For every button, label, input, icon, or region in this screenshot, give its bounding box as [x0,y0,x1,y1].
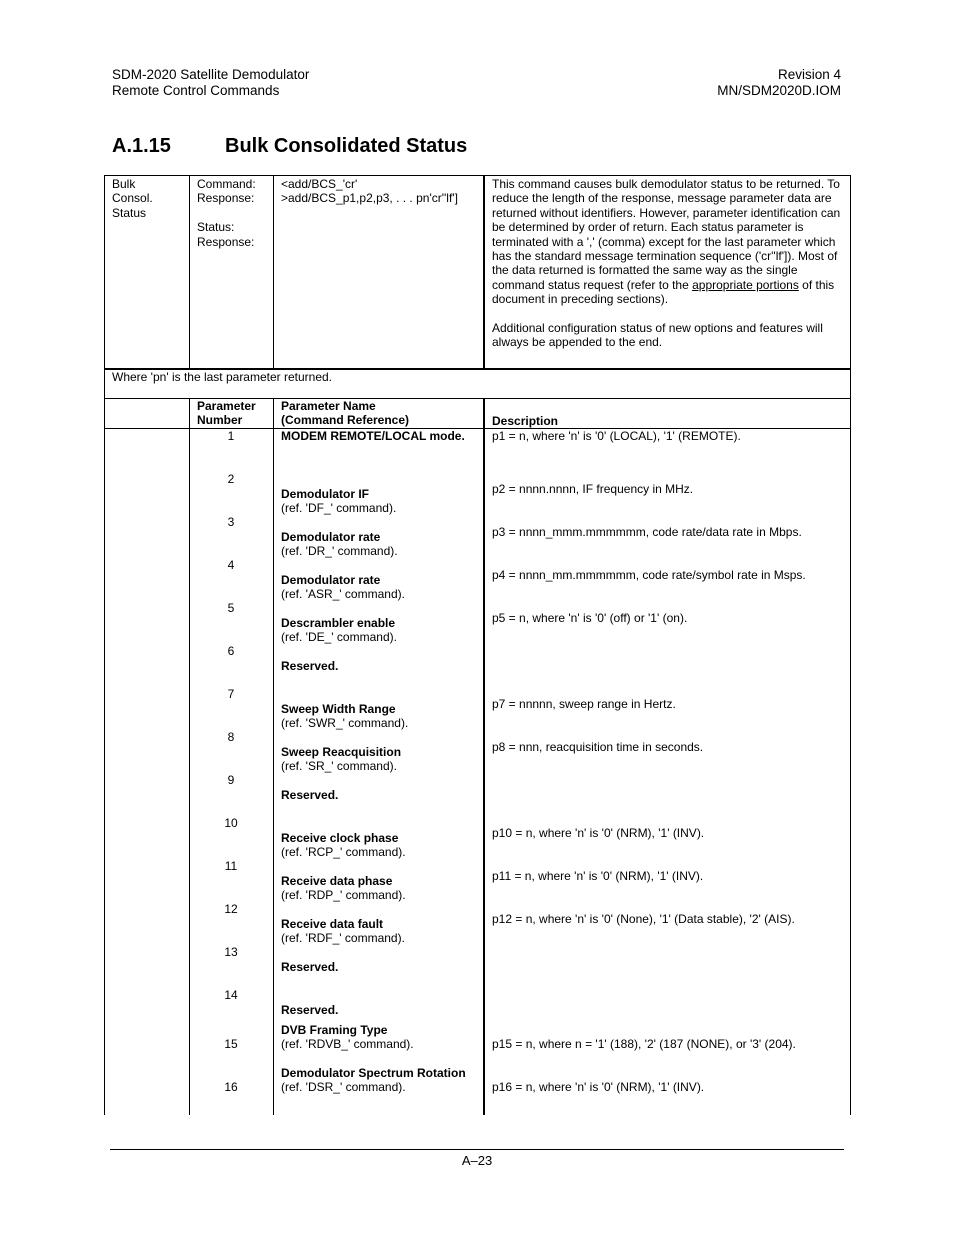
col-header-param-name: Parameter Name (Command Reference) [281,399,410,428]
param-number: 3 [227,515,235,529]
param-description: p16 = n, where 'n' is '0' (NRM), '1' (INV). [492,1080,705,1094]
param-name-cell [281,745,401,774]
param-description: p10 = n, where 'n' is '0' (NRM), '1' (INV). [492,826,705,840]
section-title: Bulk Consolidated Status [225,135,468,157]
param-command-ref: (ref. 'DE_' command). [281,630,397,645]
command-description-note: Additional configuration status of new options and features will always be appended to the end. [492,320,823,350]
param-description: p7 = nnnnn, sweep range in Hertz. [492,697,676,711]
param-name-cell [281,487,396,516]
param-name: Receive clock phase [281,831,399,845]
param-description: p12 = n, where 'n' is '0' (None), '1' (Data stable), '2' (AIS). [492,912,795,926]
param-command-ref: (ref. 'RDVB_' command). [281,1037,414,1052]
param-name-cell [281,1023,414,1052]
param-number: 15 [224,1037,238,1051]
col-divider [273,398,274,1115]
param-number: 16 [224,1080,238,1094]
col-divider [483,398,485,1115]
section-heading [112,135,467,158]
param-description: p15 = n, where n = '1' (188), '2' (187 (NONE), or '3' (204). [492,1037,796,1051]
param-name-cell [281,429,465,443]
param-name: Sweep Width Range [281,702,396,716]
param-command-ref: (ref. 'SWR_' command). [281,716,409,731]
param-number: 9 [227,773,235,787]
param-number: 14 [224,988,238,1002]
param-name: Demodulator rate [281,530,381,544]
pn-note: Where 'pn' is the last parameter returned. [112,370,333,384]
param-name: Reserved. [281,1003,339,1017]
param-number: 6 [227,644,235,658]
param-number: 1 [227,429,235,443]
param-number: 7 [227,687,235,701]
param-number: 4 [227,558,235,572]
col-header-description: Description [492,414,559,428]
param-name-cell [281,573,405,602]
param-name-cell [281,874,406,903]
table-left-border [104,175,105,1115]
param-name: Reserved. [281,960,339,974]
param-name: Demodulator Spectrum Rotation [281,1066,466,1080]
param-name-cell [281,831,406,860]
param-name-cell [281,917,405,946]
param-description: p11 = n, where 'n' is '0' (NRM), '1' (INV). [492,869,704,883]
param-name: Receive data phase [281,874,393,888]
footer-rule [110,1149,844,1150]
doc-subtitle: Remote Control Commands [112,83,280,98]
param-command-ref: (ref. 'DF_' command). [281,501,397,516]
col-divider [189,175,190,369]
command-description: This command causes bulk demodulator status to be returned. To reduce the length of the response, message parameter data are returned without identifiers. However, parameter identification can be determined by order of return. Each status parameter is terminated with a ',' (comma) except for the last parameter which has the standard message termination sequence ('cr''lf']). Most of the data returned is formatted the same way as the single command status request (refer to the appropriate portions of this document in preceding sections). Additional configuration status of new options and features will always be appended to the end. [492,177,846,349]
param-number: 5 [227,601,235,615]
param-command-ref: (ref. 'DSR_' command). [281,1080,406,1095]
param-name-cell [281,616,397,645]
param-number: 11 [224,859,238,873]
command-name: Bulk Consol. Status [112,177,153,220]
param-description: p5 = n, where 'n' is '0' (off) or '1' (on). [492,611,688,625]
col-divider [483,175,485,369]
param-number: 13 [224,945,238,959]
param-name: Receive data fault [281,917,384,931]
param-description: p1 = n, where 'n' is '0' (LOCAL), '1' (REMOTE). [492,429,741,443]
col-divider [273,175,274,369]
param-name: Sweep Reacquisition [281,745,402,759]
param-name: DVB Framing Type [281,1023,388,1037]
page-number: A–23 [461,1153,493,1168]
param-name-cell [281,960,338,974]
col-header-param-number: Parameter Number [197,399,256,428]
param-command-ref: (ref. 'DR_' command). [281,544,398,559]
appropriate-portions-link[interactable]: appropriate portions [692,277,799,292]
param-command-ref: (ref. 'RCP_' command). [281,845,406,860]
section-number: A.1.15 [112,135,171,157]
param-command-ref: (ref. 'RDP_' command). [281,888,406,903]
command-labels: Command: Response: Status: Response: [197,177,256,249]
param-name: Descrambler enable [281,616,396,630]
param-number: 10 [224,816,238,830]
param-name-cell [281,1066,466,1095]
doc-title: SDM-2020 Satellite Demodulator [112,67,310,82]
page-header-left [112,67,309,99]
param-number: 12 [224,902,238,916]
param-name-cell [281,788,338,802]
command-table [104,175,851,1115]
doc-id: MN/SDM2020D.IOM [717,83,841,98]
param-description: p4 = nnnn_mm.mmmmmm, code rate/symbol rate in Msps. [492,568,806,582]
table-right-border [850,175,851,1115]
param-name: MODEM REMOTE/LOCAL mode. [281,429,465,443]
param-name-cell [281,702,408,731]
param-name-cell [281,1003,338,1017]
param-name: Demodulator IF [281,487,370,501]
param-name-cell [281,530,398,559]
param-command-ref: (ref. 'RDF_' command). [281,931,405,946]
param-command-ref: (ref. 'ASR_' command). [281,587,405,602]
param-command-ref: (ref. 'SR_' command). [281,759,397,774]
revision: Revision 4 [777,67,841,82]
table-top-border [104,175,851,176]
param-name: Reserved. [281,788,339,802]
param-number: 2 [227,472,235,486]
col-divider [189,398,190,1115]
param-description: p2 = nnnn.nnnn, IF frequency in MHz. [492,482,694,496]
param-name: Reserved. [281,659,339,673]
param-name: Demodulator rate [281,573,381,587]
param-description: p8 = nnn, reacquisition time in seconds. [492,740,704,754]
param-number: 8 [227,730,235,744]
page-header-right [717,67,841,99]
param-name-cell [281,659,338,673]
param-description: p3 = nnnn_mmm.mmmmmm, code rate/data rate in Mbps. [492,525,802,539]
command-syntax: <add/BCS_'cr' >add/BCS_p1,p2,p3, . . . pn'cr''lf'] [281,177,458,206]
